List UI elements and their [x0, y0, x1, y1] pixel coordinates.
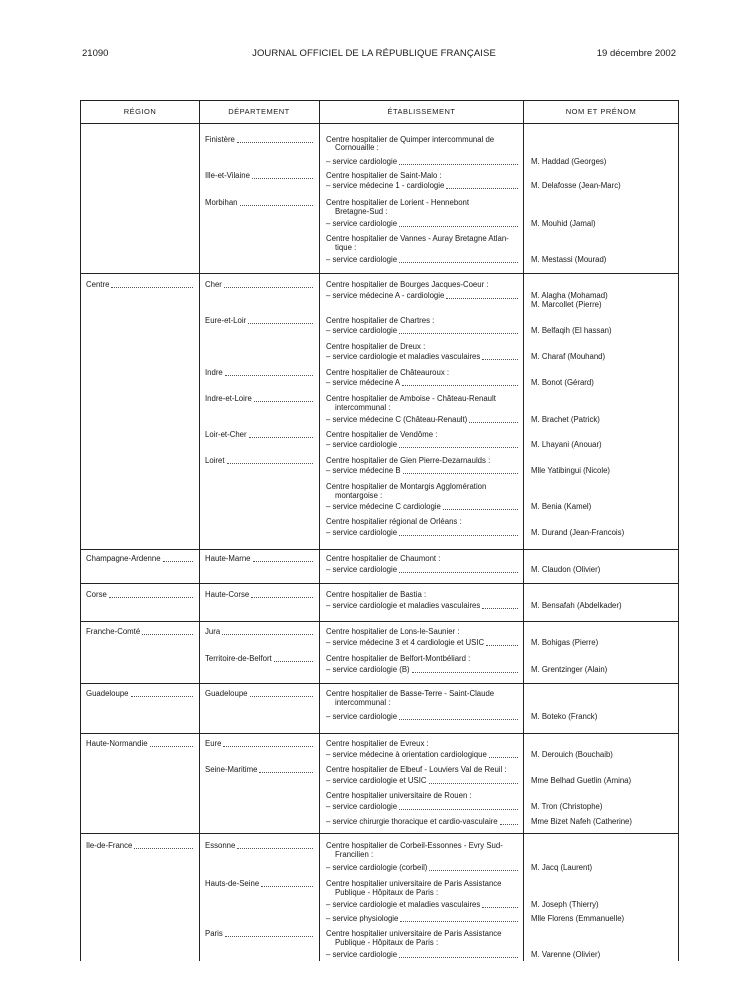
- nom-prenom-cell: M. Alagha (Mohamad): [531, 292, 608, 300]
- dot-leader: [482, 907, 518, 908]
- dot-leader: [399, 719, 518, 720]
- etablissement-line: Centre hospitalier de Lons-le-Saunier :: [326, 628, 460, 636]
- dot-leader: [254, 401, 313, 402]
- dot-leader: [223, 746, 313, 747]
- etablissement-line: Centre hospitalier de Quimper intercommunal de: [326, 136, 495, 144]
- dot-leader: [251, 597, 313, 598]
- etablissement-line: Centre hospitalier régional de Orléans :: [326, 518, 462, 526]
- service-line: – service médecine C (Château-Renault): [326, 416, 468, 424]
- service-line: – service médecine A: [326, 379, 401, 387]
- dot-leader: [250, 696, 313, 697]
- etablissement-line: Cornouaille :: [335, 144, 379, 152]
- publication-date: 19 décembre 2002: [596, 48, 676, 59]
- region-cell: Guadeloupe: [86, 690, 129, 698]
- nom-prenom-cell: M. Mouhid (Jamal): [531, 220, 596, 228]
- etablissement-line: Publique - Hôpitaux de Paris :: [335, 889, 439, 897]
- service-line: – service cardiologie: [326, 327, 398, 335]
- nom-prenom-cell: M. Benia (Kamel): [531, 503, 592, 511]
- page-number: 21090: [82, 48, 109, 59]
- dot-leader: [429, 783, 518, 784]
- departement-cell: Paris: [205, 930, 223, 938]
- service-line: – service cardiologie: [326, 529, 398, 537]
- dot-leader: [469, 422, 518, 423]
- departement-cell: Indre-et-Loire: [205, 395, 252, 403]
- dot-leader: [227, 463, 313, 464]
- service-line: – service cardiologie (B): [326, 666, 410, 674]
- etablissement-line: Centre hospitalier de Châteauroux :: [326, 369, 450, 377]
- etablissement-line: Centre hospitalier de Bastia :: [326, 591, 427, 599]
- service-line: – service physiologie: [326, 915, 399, 923]
- nom-prenom-cell: M. Lhayani (Anouar): [531, 441, 602, 449]
- etablissement-line: Centre hospitalier de Lorient - Hennebont: [326, 199, 470, 207]
- departement-cell: Essonne: [205, 842, 236, 850]
- dot-leader: [399, 262, 518, 263]
- nom-prenom-cell: M. Marcollet (Pierre): [531, 301, 602, 309]
- etablissement-line: montargoise :: [335, 492, 383, 500]
- departement-cell: Loir-et-Cher: [205, 431, 247, 439]
- service-line: – service cardiologie: [326, 566, 398, 574]
- nom-prenom-cell: M. Belfaqih (El hassan): [531, 327, 612, 335]
- dot-leader: [443, 509, 518, 510]
- departement-cell: Haute-Marne: [205, 555, 251, 563]
- dot-leader: [399, 447, 518, 448]
- dot-leader: [261, 886, 313, 887]
- etablissement-line: Bretagne-Sud :: [335, 208, 388, 216]
- region-cell: Franche-Comté: [86, 628, 141, 636]
- departement-cell: Cher: [205, 281, 222, 289]
- service-line: – service cardiologie: [326, 256, 398, 264]
- appointments-table: [80, 100, 679, 961]
- nom-prenom-cell: Mme Bizet Nafeh (Catherine): [531, 818, 632, 826]
- etablissement-line: intercommunal :: [335, 404, 391, 412]
- service-line: – service cardiologie: [326, 803, 398, 811]
- dot-leader: [131, 696, 193, 697]
- dot-leader: [399, 535, 518, 536]
- etablissement-line: Centre hospitalier de Vendôme :: [326, 431, 438, 439]
- region-separator: [81, 273, 678, 274]
- etablissement-line: Centre hospitalier de Bourges Jacques-Coeur :: [326, 281, 489, 289]
- dot-leader: [222, 634, 313, 635]
- etablissement-line: Publique - Hôpitaux de Paris :: [335, 939, 439, 947]
- dot-leader: [237, 142, 313, 143]
- departement-cell: Jura: [205, 628, 221, 636]
- dot-leader: [482, 359, 518, 360]
- etablissement-line: tique :: [335, 244, 357, 252]
- dot-leader: [403, 473, 518, 474]
- journal-title: JOURNAL OFFICIEL DE LA RÉPUBLIQUE FRANÇAISE: [252, 48, 496, 59]
- nom-prenom-cell: M. Bensafah (Abdelkader): [531, 602, 622, 610]
- departement-cell: Morbihan: [205, 199, 238, 207]
- dot-leader: [446, 188, 518, 189]
- departement-cell: Hauts-de-Seine: [205, 880, 260, 888]
- departement-cell: Haute-Corse: [205, 591, 250, 599]
- nom-prenom-cell: M. Durand (Jean-Francois): [531, 529, 625, 537]
- dot-leader: [237, 848, 313, 849]
- nom-prenom-cell: M. Jacq (Laurent): [531, 864, 593, 872]
- nom-prenom-cell: M. Tron (Christophe): [531, 803, 603, 811]
- etablissement-line: intercommunal :: [335, 699, 391, 707]
- departement-cell: Loiret: [205, 457, 225, 465]
- dot-leader: [482, 608, 518, 609]
- nom-prenom-cell: M. Charaf (Mouhand): [531, 353, 606, 361]
- service-line: – service cardiologie: [326, 158, 398, 166]
- dot-leader: [399, 226, 518, 227]
- region-cell: Ile-de-France: [86, 842, 133, 850]
- nom-prenom-cell: M. Varenne (Olivier): [531, 951, 601, 959]
- etablissement-line: Centre hospitalier de Montargis Agglomération: [326, 483, 487, 491]
- departement-cell: Eure-et-Loir: [205, 317, 247, 325]
- region-separator: [81, 549, 678, 550]
- etablissement-line: Centre hospitalier universitaire de Rouen :: [326, 792, 472, 800]
- departement-cell: Eure: [205, 740, 222, 748]
- etablissement-line: Centre hospitalier de Basse-Terre - Saint-Claude: [326, 690, 495, 698]
- departement-cell: Seine-Maritime: [205, 766, 258, 774]
- departement-cell: Guadeloupe: [205, 690, 248, 698]
- region-separator: [81, 621, 678, 622]
- service-line: – service médecine 3 et 4 cardiologie et USIC: [326, 639, 485, 647]
- nom-prenom-cell: M. Claudon (Olivier): [531, 566, 601, 574]
- dot-leader: [224, 287, 313, 288]
- nom-prenom-cell: M. Delafosse (Jean-Marc): [531, 182, 621, 190]
- region-separator: [81, 733, 678, 734]
- dot-leader: [399, 572, 518, 573]
- dot-leader: [142, 634, 193, 635]
- service-line: – service cardiologie et maladies vasculaires: [326, 353, 481, 361]
- dot-leader: [400, 921, 518, 922]
- etablissement-line: Centre hospitalier de Evreux :: [326, 740, 429, 748]
- etablissement-line: Centre hospitalier de Gien Pierre-Dezarnaulds :: [326, 457, 491, 465]
- etablissement-line: Centre hospitalier de Corbeil-Essonnes - Evry Sud-: [326, 842, 503, 850]
- region-cell: Haute-Normandie: [86, 740, 148, 748]
- service-line: – service cardiologie (corbeil): [326, 864, 428, 872]
- header-rule: [81, 123, 678, 124]
- nom-prenom-cell: M. Boteko (Franck): [531, 713, 598, 721]
- column-header-region: RÉGION: [123, 107, 157, 116]
- nom-prenom-cell: M. Bonot (Gérard): [531, 379, 594, 387]
- dot-leader: [399, 809, 518, 810]
- dot-leader: [109, 597, 193, 598]
- etablissement-line: Centre hospitalier de Chaumont :: [326, 555, 441, 563]
- dot-leader: [399, 333, 518, 334]
- dot-leader: [150, 746, 193, 747]
- region-separator: [81, 683, 678, 684]
- service-line: – service cardiologie et maladies vasculaires: [326, 602, 481, 610]
- departement-cell: Ille-et-Vilaine: [205, 172, 250, 180]
- region-cell: Champagne-Ardenne: [86, 555, 161, 563]
- etablissement-line: Centre hospitalier de Amboise - Château-Renault: [326, 395, 496, 403]
- service-line: – service cardiologie: [326, 951, 398, 959]
- nom-prenom-cell: M. Haddad (Georges): [531, 158, 607, 166]
- dot-leader: [402, 385, 518, 386]
- dot-leader: [486, 645, 518, 646]
- dot-leader: [399, 164, 518, 165]
- dot-leader: [274, 661, 313, 662]
- column-divider: [523, 101, 524, 961]
- nom-prenom-cell: M. Brachet (Patrick): [531, 416, 600, 424]
- service-line: – service cardiologie et maladies vasculaires: [326, 901, 481, 909]
- dot-leader: [489, 757, 518, 758]
- service-line: – service cardiologie: [326, 713, 398, 721]
- region-cell: Centre: [86, 281, 110, 289]
- etablissement-line: Centre hospitalier universitaire de Paris Assistance: [326, 930, 502, 938]
- dot-leader: [252, 178, 313, 179]
- dot-leader: [446, 298, 518, 299]
- nom-prenom-cell: M. Derouich (Bouchaib): [531, 751, 613, 759]
- etablissement-line: Centre hospitalier de Belfort-Montbéliard :: [326, 655, 471, 663]
- dot-leader: [163, 561, 193, 562]
- etablissement-line: Centre hospitalier de Saint-Malo :: [326, 172, 442, 180]
- service-line: – service médecine B: [326, 467, 401, 475]
- dot-leader: [225, 375, 313, 376]
- region-cell: Corse: [86, 591, 107, 599]
- service-line: – service chirurgie thoracique et cardio-vasculaire: [326, 818, 498, 826]
- column-header-etablissement: ÉTABLISSEMENT: [387, 107, 456, 116]
- service-line: – service médecine à orientation cardiologique: [326, 751, 487, 759]
- region-separator: [81, 833, 678, 834]
- nom-prenom-cell: Mlle Yatibingui (Nicole): [531, 467, 611, 475]
- etablissement-line: Centre hospitalier de Chartres :: [326, 317, 435, 325]
- dot-leader: [429, 870, 518, 871]
- dot-leader: [248, 323, 313, 324]
- etablissement-line: Centre hospitalier de Vannes - Auray Bretagne Atlan-: [326, 235, 509, 243]
- nom-prenom-cell: M. Mestassi (Mourad): [531, 256, 607, 264]
- service-line: – service cardiologie: [326, 441, 398, 449]
- nom-prenom-cell: M. Bohigas (Pierre): [531, 639, 599, 647]
- dot-leader: [399, 957, 518, 958]
- dot-leader: [259, 772, 313, 773]
- nom-prenom-cell: Mme Belhad Guetlin (Amina): [531, 777, 632, 785]
- dot-leader: [500, 824, 518, 825]
- etablissement-line: Centre hospitalier universitaire de Paris Assistance: [326, 880, 502, 888]
- dot-leader: [134, 848, 193, 849]
- region-separator: [81, 583, 678, 584]
- etablissement-line: Francilien :: [335, 851, 374, 859]
- dot-leader: [253, 561, 313, 562]
- nom-prenom-cell: Mlle Florens (Emmanuelle): [531, 915, 625, 923]
- column-divider: [199, 101, 200, 961]
- nom-prenom-cell: M. Joseph (Thierry): [531, 901, 599, 909]
- departement-cell: Finistère: [205, 136, 235, 144]
- etablissement-line: Centre hospitalier de Dreux :: [326, 343, 426, 351]
- departement-cell: Territoire-de-Belfort: [205, 655, 272, 663]
- dot-leader: [111, 287, 193, 288]
- column-divider: [319, 101, 320, 961]
- dot-leader: [225, 936, 313, 937]
- service-line: – service médecine A - cardiologie: [326, 292, 445, 300]
- service-line: – service cardiologie et USIC: [326, 777, 427, 785]
- service-line: – service cardiologie: [326, 220, 398, 228]
- column-header-departement: DÉPARTEMENT: [228, 107, 290, 116]
- departement-cell: Indre: [205, 369, 223, 377]
- nom-prenom-cell: M. Grentzinger (Alain): [531, 666, 608, 674]
- dot-leader: [240, 205, 313, 206]
- service-line: – service médecine C cardiologie: [326, 503, 441, 511]
- service-line: – service médecine 1 - cardiologie: [326, 182, 445, 190]
- dot-leader: [249, 437, 313, 438]
- column-header-nom-prenom: NOM ET PRÉNOM: [565, 107, 637, 116]
- dot-leader: [412, 672, 518, 673]
- etablissement-line: Centre hospitalier de Elbeuf - Louviers Val de Reuil :: [326, 766, 507, 774]
